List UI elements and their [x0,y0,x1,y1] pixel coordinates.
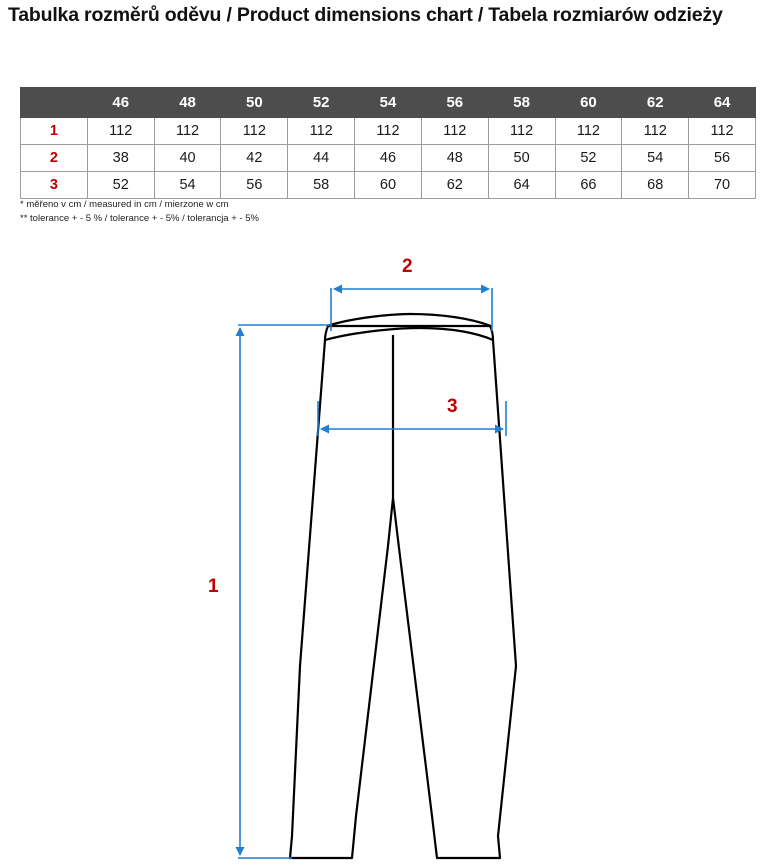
size-table-body [21,118,756,199]
cell-r2-c8: 52 [555,145,622,172]
cell-r1-c1: 112 [87,118,154,145]
size-header-54: 54 [355,88,422,118]
size-header-60: 60 [555,88,622,118]
cell-r2-c3: 42 [221,145,288,172]
cell-r3-c1: 52 [87,172,154,199]
cell-r3-c10: 70 [689,172,756,199]
page-title: Tabulka rozměrů oděvu / Product dimensions chart / Tabela rozmiarów odzieży [8,4,723,26]
cell-r1-c2: 112 [154,118,221,145]
cell-r2-c5: 46 [355,145,422,172]
dimension-line-2 [331,288,492,331]
cell-r1-c6: 112 [421,118,488,145]
trousers-diagram-svg [0,236,776,862]
cell-r1-c8: 112 [555,118,622,145]
trousers-outline [290,314,516,858]
cell-r3-c9: 68 [622,172,689,199]
cell-r3-c7: 64 [488,172,555,199]
cell-r1-c4: 112 [288,118,355,145]
table-row [21,118,756,145]
size-header-50: 50 [221,88,288,118]
size-header-46: 46 [87,88,154,118]
cell-r2-c1: 38 [87,145,154,172]
table-row [21,145,756,172]
size-header-62: 62 [622,88,689,118]
cell-r2-c2: 40 [154,145,221,172]
cell-r1-c10: 112 [689,118,756,145]
cell-r3-c3: 56 [221,172,288,199]
dimension-label-1: 1 [208,576,219,597]
size-header-56: 56 [421,88,488,118]
cell-r2-c4: 44 [288,145,355,172]
cell-r1-c7: 112 [488,118,555,145]
note-tolerance: ** tolerance + - 5 % / tolerance + - 5% / tolerancja + - 5% [20,213,259,224]
dimension-label-3: 3 [447,396,458,417]
dimension-line-3 [318,401,506,436]
cell-r2-c7: 50 [488,145,555,172]
row-label-2: 2 [21,145,88,172]
cell-r1-c5: 112 [355,118,422,145]
cell-r1-c3: 112 [221,118,288,145]
size-header-48: 48 [154,88,221,118]
size-table [20,87,756,199]
row-label-1: 1 [21,118,88,145]
row-label-3: 3 [21,172,88,199]
cell-r2-c6: 48 [421,145,488,172]
trousers-diagram [0,236,776,862]
size-header-52: 52 [288,88,355,118]
cell-r2-c10: 56 [689,145,756,172]
cell-r3-c2: 54 [154,172,221,199]
dimension-line-1 [238,325,330,858]
table-corner-cell [21,88,88,118]
cell-r2-c9: 54 [622,145,689,172]
note-measured-in-cm: * měřeno v cm / measured in cm / mierzone w cm [20,199,229,210]
cell-r3-c8: 66 [555,172,622,199]
size-header-58: 58 [488,88,555,118]
measurement-notes [20,198,259,226]
dimension-label-2: 2 [402,256,413,277]
size-table-head [21,88,756,118]
cell-r3-c6: 62 [421,172,488,199]
table-header-row [21,88,756,118]
cell-r1-c9: 112 [622,118,689,145]
table-row [21,172,756,199]
cell-r3-c5: 60 [355,172,422,199]
cell-r3-c4: 58 [288,172,355,199]
size-header-64: 64 [689,88,756,118]
